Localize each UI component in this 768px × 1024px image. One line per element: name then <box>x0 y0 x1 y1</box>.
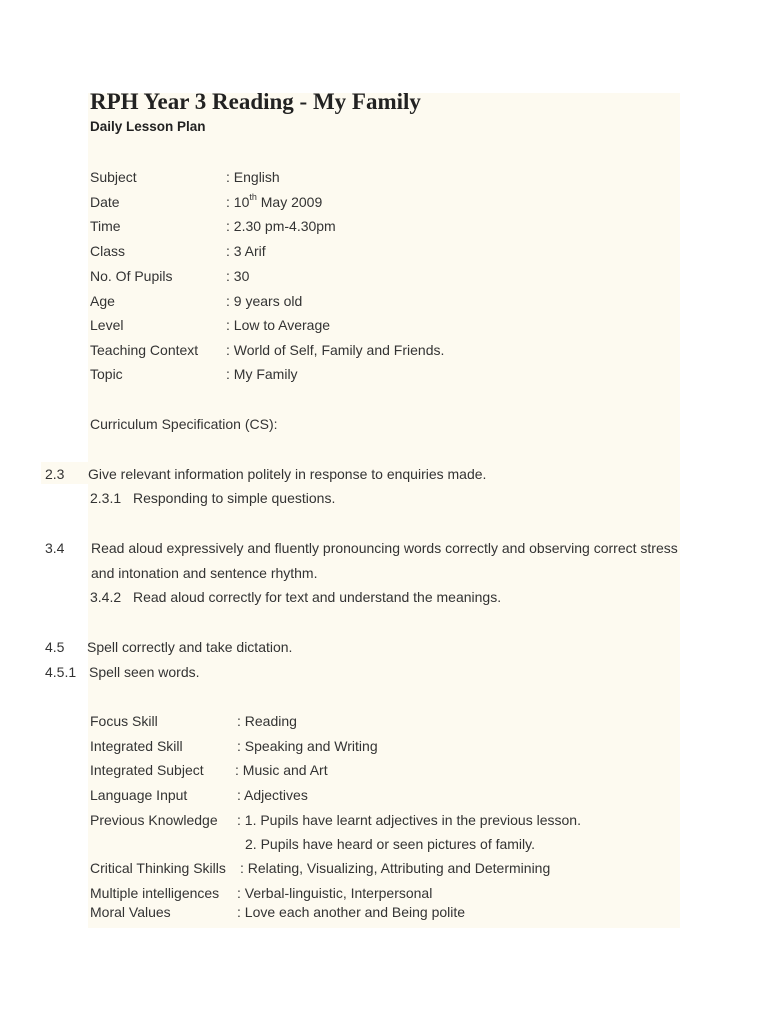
skill-value-integrated-skill: : Speaking and Writing <box>237 738 378 754</box>
skill-value-moral-values: : Love each another and Being polite <box>237 904 466 920</box>
detail-value-time: : 2.30 pm-4.30pm <box>226 218 336 234</box>
curriculum-heading: Curriculum Specification (CS): <box>90 416 278 432</box>
skill-value-previous-knowledge-2: 2. Pupils have heard or seen pictures of family. <box>245 836 536 852</box>
spec-number: 2.3 <box>45 466 65 482</box>
detail-label-teaching-context: Teaching Context <box>90 342 199 358</box>
detail-label-age: Age <box>90 293 115 309</box>
skill-label-critical-thinking: Critical Thinking Skills <box>90 860 226 876</box>
detail-value-pupils: : 30 <box>226 268 250 284</box>
page-subtitle: Daily Lesson Plan <box>90 119 206 134</box>
detail-label-date: Date <box>90 194 120 210</box>
detail-value-level: : Low to Average <box>226 317 331 333</box>
skill-label-focus: Focus Skill <box>90 713 158 729</box>
skill-value-previous-knowledge: : 1. Pupils have learnt adjectives in the previous lesson. <box>237 812 581 828</box>
spec-text: Read aloud expressively and fluently pronouncing words correctly and observing correct stress <box>91 540 678 556</box>
spec-number: 2.3.1 <box>90 490 122 506</box>
spec-number: 3.4.2 <box>90 589 122 605</box>
spec-number: 4.5 <box>45 639 65 655</box>
skill-label-multiple-intelligences: Multiple intelligences <box>90 885 220 901</box>
detail-label-subject: Subject <box>90 169 137 185</box>
spec-text: Give relevant information politely in response to enquiries made. <box>88 466 487 482</box>
spec-text: Read aloud correctly for text and understand the meanings. <box>133 589 502 605</box>
detail-value-subject: : English <box>226 169 280 185</box>
spec-text: Spell seen words. <box>89 664 200 680</box>
spec-number: 3.4 <box>45 540 65 556</box>
detail-value-class: : 3 Arif <box>226 243 266 259</box>
skill-value-critical-thinking: : Relating, Visualizing, Attributing and Determining <box>240 860 551 876</box>
detail-value-teaching-context: : World of Self, Family and Friends. <box>226 342 445 358</box>
date-month-year: May 2009 <box>256 194 323 210</box>
detail-value-date <box>226 194 322 211</box>
skill-value-integrated-subject: : Music and Art <box>235 762 328 778</box>
skill-value-multiple-intelligences: : Verbal-linguistic, Interpersonal <box>237 885 433 901</box>
detail-label-class: Class <box>90 243 126 259</box>
skill-label-integrated-subject: Integrated Subject <box>90 762 204 778</box>
skill-label-previous-knowledge: Previous Knowledge <box>90 812 218 828</box>
skill-label-moral-values: Moral Values <box>90 904 171 920</box>
spec-number: 4.5.1 <box>45 664 77 680</box>
spec-text-continued: and intonation and sentence rhythm. <box>91 565 318 581</box>
date-ordinal: th <box>249 192 257 203</box>
skill-value-language-input: : Adjectives <box>237 787 308 803</box>
skill-label-language-input: Language Input <box>90 787 188 803</box>
skill-label-integrated-skill: Integrated Skill <box>90 738 183 754</box>
detail-label-topic: Topic <box>90 366 123 382</box>
spec-text: Responding to simple questions. <box>133 490 336 506</box>
page-title: RPH Year 3 Reading - My Family <box>90 89 421 114</box>
date-day: : 10 <box>226 194 250 210</box>
detail-value-topic: : My Family <box>226 366 298 382</box>
detail-label-pupils: No. Of Pupils <box>90 268 173 284</box>
detail-label-time: Time <box>90 218 121 234</box>
detail-label-level: Level <box>90 317 124 333</box>
detail-value-age: : 9 years old <box>226 293 303 309</box>
spec-text: Spell correctly and take dictation. <box>87 639 293 655</box>
skill-value-focus: : Reading <box>237 713 297 729</box>
